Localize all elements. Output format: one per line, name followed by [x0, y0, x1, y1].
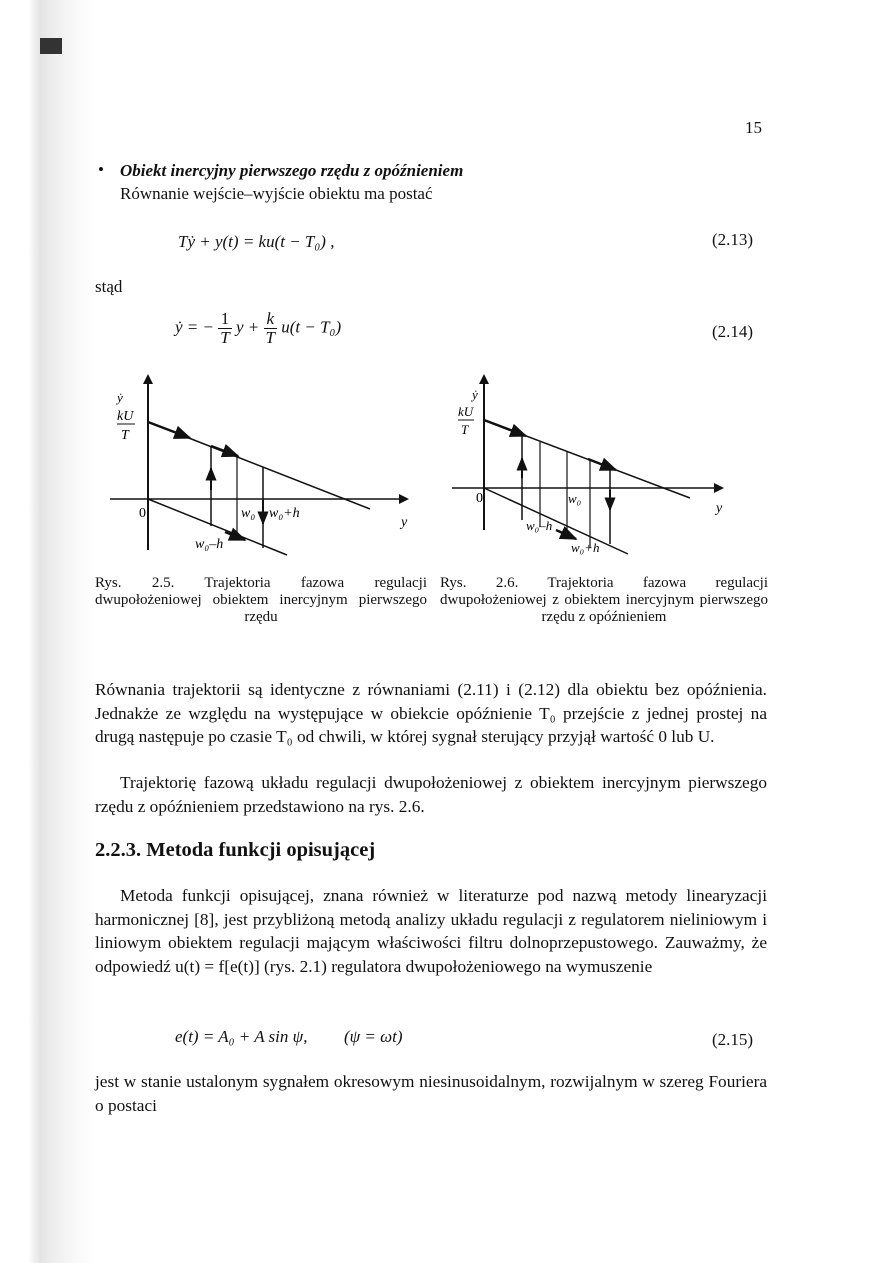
paragraph-4: jest w stanie ustalonym sygnałem okresowym niesinusoidalnym, rozwijalnym w szereg Fouriera o postaci	[95, 1072, 767, 1115]
figure-2-6-caption: Rys. 2.6. Trajektoria fazowa regulacji dwupołożeniowej z obiektem inercyjnym pierwszego rzędu z opóźnieniem	[440, 575, 768, 625]
fig26-w0-plus-h-label: w₀+h	[571, 540, 600, 555]
eq-2-14-rhs: u(t − T₀)	[281, 317, 342, 337]
eq-2-15-rhs: (ψ = ωt)	[343, 1027, 403, 1046]
figure-2-6	[440, 372, 760, 562]
stad-text: stąd	[95, 277, 123, 296]
fig25-level-num: kU	[117, 409, 134, 424]
fig25-y-arrow-icon	[143, 374, 153, 384]
fig26-level-den: T	[461, 422, 469, 437]
equation-2-15	[175, 1027, 403, 1047]
fig25-w0-minus-h-label: w₀–h	[195, 537, 224, 552]
fig25-traj-arrow-2	[211, 446, 238, 456]
frac1-num: 1	[218, 310, 231, 329]
fig25-y-label: ẏ	[117, 390, 123, 405]
frac1-den: T	[220, 328, 230, 347]
fig25-traj-arrow-3	[225, 532, 245, 540]
fig25-level-den: T	[121, 428, 129, 443]
fig26-origin-label: 0	[476, 491, 483, 506]
fig26-traj-arrow-1	[484, 420, 526, 436]
fig26-lower-line	[484, 488, 628, 554]
equation-number-2-15: (2.15)	[712, 1030, 754, 1049]
fig25-x-arrow-icon	[399, 494, 409, 504]
section-title: Obiekt inercyjny pierwszego rzędu z opóźnieniem	[120, 161, 464, 180]
fig25-w0-plus-h-label: w₀+h	[269, 506, 300, 521]
scan-mark	[40, 38, 62, 54]
fig26-y-label: ẏ	[472, 387, 478, 402]
fig26-traj-arrow-3	[556, 530, 576, 539]
fig26-y-arrow-icon	[479, 374, 489, 384]
eq-2-14-lhs: ẏ = −	[175, 317, 214, 337]
section-heading: 2.2.3. Metoda funkcji opisującej	[95, 839, 376, 861]
fig25-w0-label: w₀	[241, 506, 256, 521]
fig26-w0-label: w₀	[568, 491, 582, 506]
equation-number-2-14: (2.14)	[712, 322, 754, 341]
equation-number-2-13: (2.13)	[712, 230, 754, 249]
fig26-w0-minus-h-label: w₀–h	[526, 518, 553, 533]
fig26-x-arrow-icon	[714, 483, 724, 493]
fig26-x-label: y	[716, 501, 723, 516]
figure-2-5	[95, 372, 435, 562]
fig25-traj-arrow-1	[148, 422, 190, 438]
fig26-level-num: kU	[458, 404, 474, 419]
eq-2-14-fraction-1	[218, 310, 231, 347]
frac2-num: k	[264, 310, 277, 329]
fig26-traj-arrow-2	[588, 459, 616, 470]
fig25-origin-label: 0	[139, 506, 146, 521]
page-number: 15	[745, 118, 762, 137]
bullet-icon: •	[98, 160, 104, 179]
paragraph-3: Metoda funkcji opisującej, znana również w literaturze pod nazwą metody linearyzacji harmonicznej [8], jest przybliżoną metodą analizy układu regulacji z regulatorem nieliniowym i liniowym obiektem regulacji mającym właściwości filtru dolnoprzepustowego. Zauważmy, że odpowiedź u(t) = f[e(t)] (rys. 2.1) regulatora dwupołożeniowego na wymuszenie	[95, 886, 767, 976]
eq-2-14-fraction-2	[264, 310, 277, 347]
eq-2-14-mid: y +	[235, 317, 260, 337]
equation-2-13: Tẏ + y(t) = ku(t − T₀) ,	[178, 232, 335, 251]
figure-2-5-caption: Rys. 2.5. Trajektoria fazowa regulacji dwupołożeniowej obiektem inercyjnym pierwszego rzędu	[95, 575, 427, 625]
fig25-x-label: y	[401, 515, 408, 530]
equation-2-14	[175, 310, 341, 347]
paragraph-2: Trajektorię fazową układu regulacji dwupołożeniowej z obiektem inercyjnym pierwszego rzędu z opóźnieniem przedstawiono na rys. 2.6.	[95, 773, 767, 816]
scan-shadow	[0, 0, 95, 1263]
eq-2-15-lhs: e(t) = A₀ + A sin ψ,	[175, 1027, 308, 1046]
paragraph-1: Równania trajektorii są identyczne z równaniami (2.11) i (2.12) dla obiektu bez opóźnienia. Jednakże ze względu na występujące w obiekcie opóźnienie T₀ przejście z jednej prostej na drugą następuje po czasie T₀ od chwili, w której sygnał sterujący przyjął wartość 0 lub U.	[95, 680, 767, 746]
intro-text: Równanie wejście–wyjście obiektu ma postać	[120, 184, 433, 203]
frac2-den: T	[265, 328, 275, 347]
